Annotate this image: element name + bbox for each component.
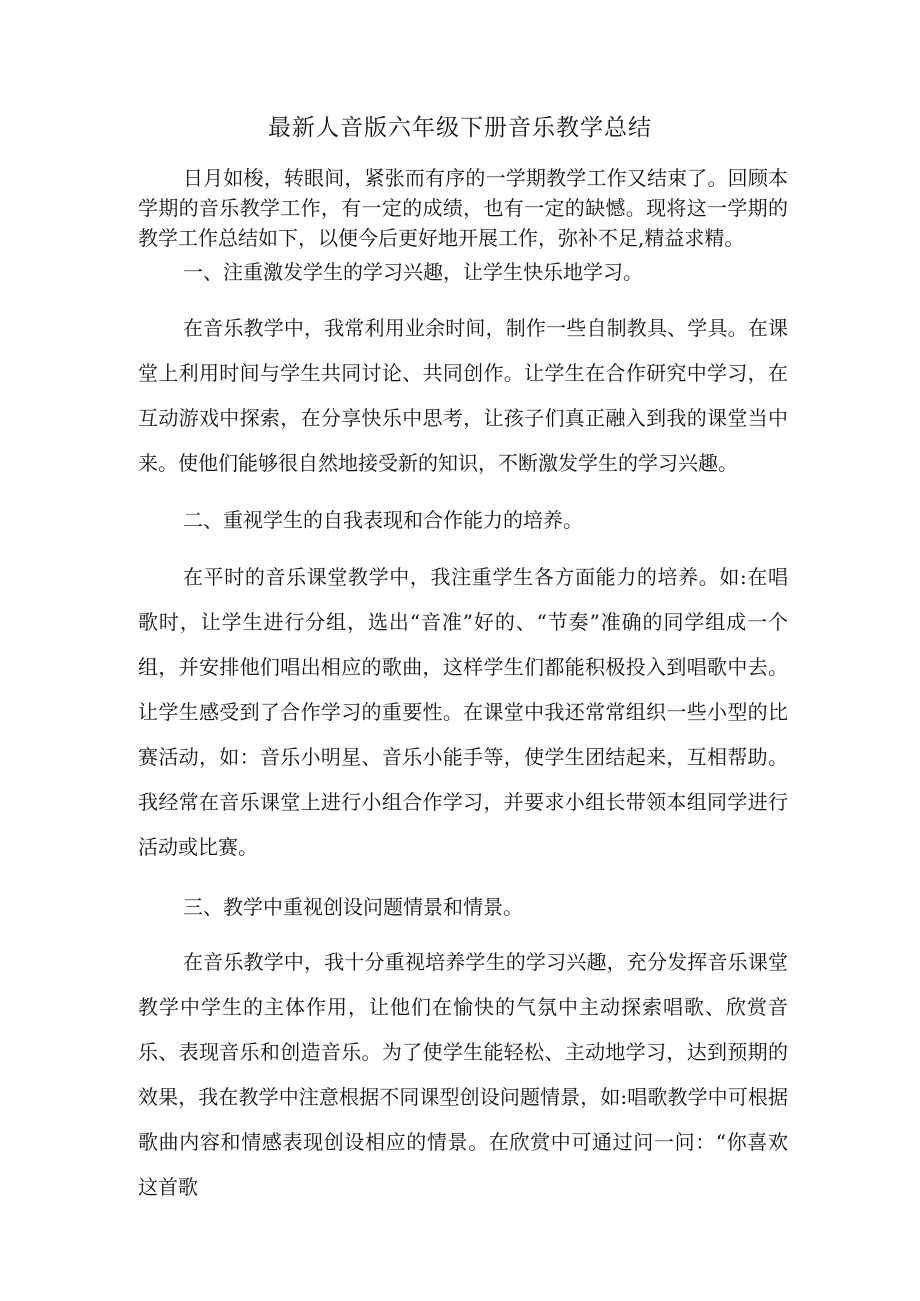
intro-paragraph: 日月如梭，转眼间，紧张而有序的一学期教学工作又结束了。回顾本学期的音乐教学工作，有一定的成绩，也有一定的缺憾。现将这一学期的教学工作总结如下，以便今后更好地开展工作，弥补不足,精益求精。	[138, 166, 788, 250]
section-1-body: 在音乐教学中，我常利用业余时间，制作一些自制教具、学具。在课堂上利用时间与学生共同讨论、共同创作。让学生在合作研究中学习，在互动游戏中探索，在分享快乐中思考，让孩子们真正融入到我的课堂当中来。使他们能够很自然地接受新的知识，不断激发学生的学习兴趣。	[138, 316, 788, 475]
section-3-heading: 三、教学中重视创设问题情景和情景。	[183, 895, 523, 919]
section-1-heading: 一、注重激发学生的学习兴趣，让学生快乐地学习。	[183, 260, 643, 284]
section-2-body: 在平时的音乐课堂教学中，我注重学生各方面能力的培养。如:在唱歌时，让学生进行分组，选出“音准”好的、“节奏”准确的同学组成一个组，并安排他们唱出相应的歌曲，这样学生们都能积极投入到唱歌中去。让学生感受到了合作学习的重要性。在课堂中我还常常组织一些小型的比赛活动，如：音乐小明星、音乐小能手等，使学生团结起来，互相帮助。我经常在音乐课堂上进行小组合作学习，并要求小组长带领本组同学进行活动或比赛。	[138, 565, 788, 859]
section-3-body: 在音乐教学中，我十分重视培养学生的学习兴趣，充分发挥音乐课堂教学中学生的主体作用，让他们在愉快的气氛中主动探索唱歌、欣赏音乐、表现音乐和创造音乐。为了使学生能轻松、主动地学习，达到预期的效果，我在教学中注意根据不同课型创设问题情景，如:唱歌教学中可根据歌曲内容和情感表现创设相应的情景。在欣赏中可通过问一问：“你喜欢这首歌	[138, 950, 788, 1199]
document-title: 最新人音版六年级下册音乐教学总结	[268, 115, 652, 141]
section-2-heading: 二、重视学生的自我表现和合作能力的培养。	[183, 508, 583, 532]
